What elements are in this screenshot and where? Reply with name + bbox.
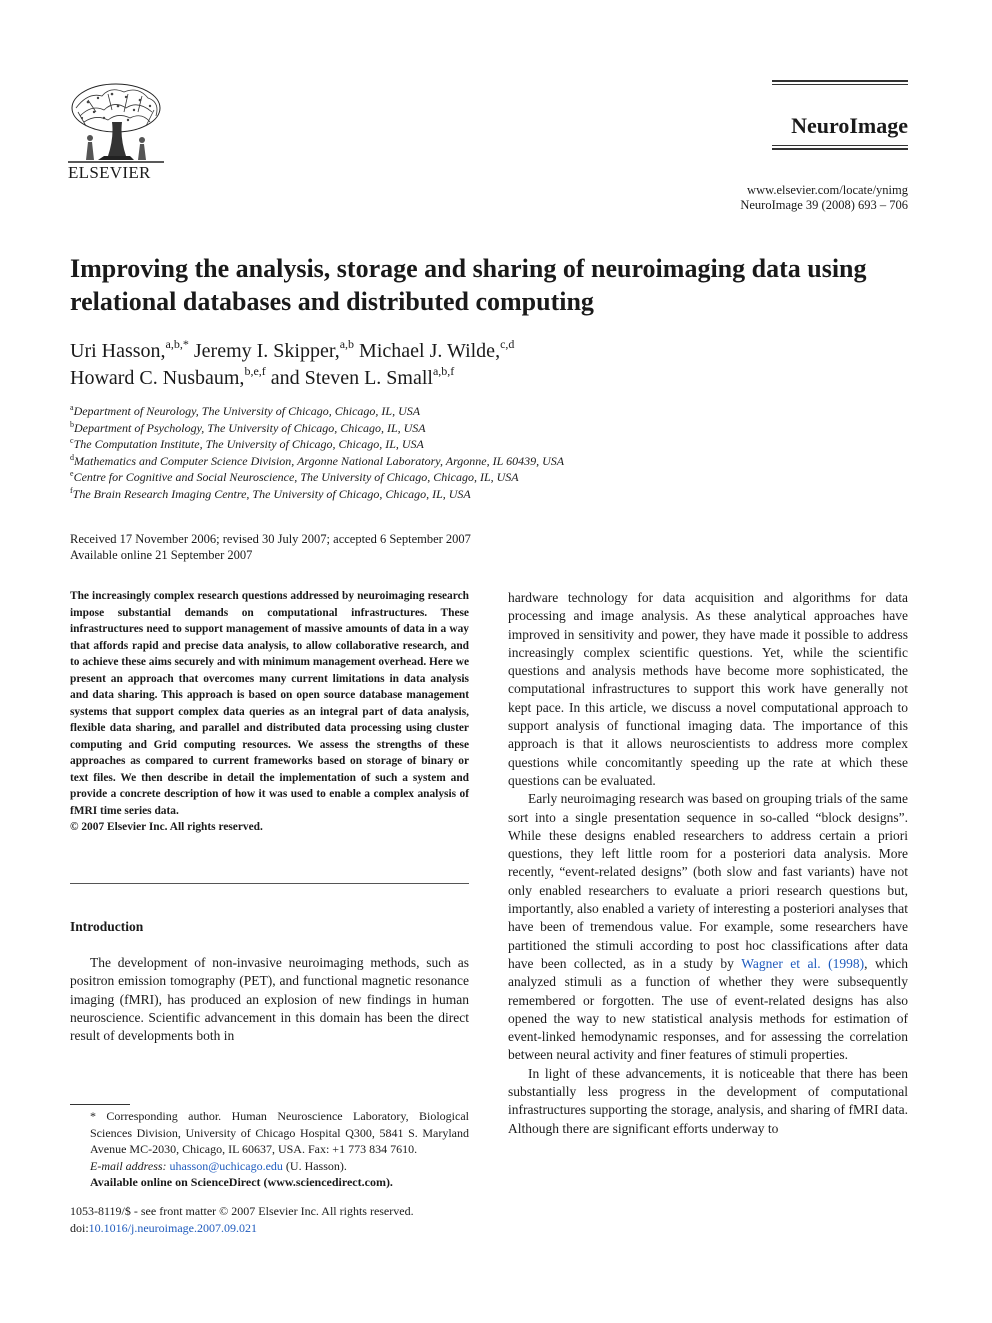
- affiliation-text: The Brain Research Imaging Centre, The University of Chicago, Chicago, IL, USA: [72, 486, 471, 501]
- affiliation-text: Department of Neurology, The University of Chicago, Chicago, IL, USA: [73, 404, 421, 418]
- header-rule-top-1: [772, 80, 908, 82]
- author-list: [70, 338, 930, 392]
- doi-label: doi:: [70, 1221, 89, 1235]
- available-online-date: Available online 21 September 2007: [70, 548, 253, 562]
- received-dates: Received 17 November 2006; revised 30 July 2007; accepted 6 September 2007: [70, 532, 471, 546]
- journal-reference: [640, 183, 908, 213]
- email-label: E-mail address:: [90, 1158, 167, 1173]
- abstract-divider: [70, 883, 469, 884]
- header-rule-bottom-2: [772, 148, 908, 150]
- doi-link[interactable]: 10.1016/j.neuroimage.2007.09.021: [88, 1221, 257, 1235]
- affiliation-text: Centre for Cognitive and Social Neuroscience, The University of Chicago, Chicago, IL, USA: [73, 470, 519, 484]
- author-line-1: [70, 338, 930, 365]
- affiliation-item: [70, 453, 770, 470]
- publisher-name: ELSEVIER: [68, 163, 151, 182]
- author-affil-marker: a,b: [339, 337, 355, 351]
- author-name: Michael J. Wilde,: [359, 340, 501, 362]
- affiliation-text: The Computation Institute, The University of Chicago, Chicago, IL, USA: [73, 437, 424, 451]
- affiliation-key: f: [70, 485, 73, 495]
- affiliation-item: [70, 420, 770, 437]
- affiliation-text: Mathematics and Computer Science Division, Argonne National Laboratory, Argonne, IL 60439, USA: [74, 453, 565, 468]
- journal-url[interactable]: www.elsevier.com/locate/ynimg: [747, 183, 908, 197]
- author-affil-marker: a,b,f: [432, 364, 455, 378]
- body-text: Early neuroimaging research was based on grouping trials of the same sort into a single presentation sequence in so-called “block designs”. While these designs enabled researchers to address certain a priori questions, they left little room for a posteriori data analysis. More recently, “event-related designs” (both slow and fast variants) have not only enabled researchers to evaluate a priori research questions but, importantly, also enabled a variety of interesting a posteriori analyses that have been of tremendous value. For example, some researchers have partitioned the stimuli according to post hoc classifications after data have been collected, as in a study by: [508, 791, 908, 971]
- email-owner: (U. Hasson).: [285, 1158, 347, 1173]
- body-text: , which analyzed stimuli as a function of whether they were subsequently remembered or forgotten. The use of event-related designs has also opened the way to new statistical analysis methods for estimation of event-linked hemodynamic responses, and for assessing the correlation between neural activity and finer features of stimuli properties.: [508, 955, 908, 1063]
- article-history: [70, 531, 670, 563]
- journal-title: NeuroImage: [791, 113, 908, 138]
- affiliation-key: d: [70, 452, 74, 462]
- body-paragraph: [508, 790, 908, 1064]
- right-column-body: [508, 589, 908, 1138]
- author-name: Uri Hasson,: [70, 340, 166, 362]
- author-line-2: [70, 365, 930, 392]
- affiliation-list: [70, 403, 770, 502]
- abstract-text: The increasingly complex research questions addressed by neuroimaging research impose substantial demands on computational infrastructures. These infrastructures need to support management of massive amounts of data in a way that affords rapid and precise data analysis, to allow collaborative research, and to achieve these aims securely and with minimum management overhead. Here we present an approach that overcomes many current limitations in data analysis and data sharing. This approach is based on open source database management systems that support complex data queries as an integral part of data analysis, flexible data sharing, and parallel and distributed data processing using cluster computing and Grid computing resources. We assess the strengths of these approaches as compared to current frameworks based on storage of binary or text files. We then describe in detail the implementation of such a system and provide a concrete description of how it was used to enable a complex analysis of fMRI time series data.: [70, 590, 469, 817]
- abstract: [70, 588, 469, 836]
- email-line: [70, 1158, 469, 1175]
- affiliation-key: e: [70, 469, 74, 478]
- sciencedirect-note: Available online on ScienceDirect (www.sciencedirect.com).: [90, 1175, 393, 1189]
- body-paragraph: hardware technology for data acquisition and algorithms for data processing and image analysis. As these analytical approaches have improved in sensitivity and power, they have made it possible to address increasingly complex scientific questions. Yet, while the scientific questions and analysis methods have become more sophisticated, the computational infrastructures to support this work have generally not kept pace. In this article, we discuss a novel computational approach to support analysis of functional imaging data. The importance of this approach is that it allows neuroscientists to address more complex questions while concomitantly speeding up the rate at which these questions can be evaluated.: [508, 590, 908, 788]
- email-link[interactable]: uhasson@uchicago.edu: [169, 1158, 283, 1173]
- affiliation-item: [70, 436, 770, 453]
- author-name: Howard C. Nusbaum,: [70, 367, 245, 389]
- footnote: [70, 1108, 469, 1191]
- citation-link[interactable]: Wagner et al. (1998): [741, 955, 865, 971]
- affiliation-item: [70, 469, 770, 486]
- author-affil-marker: c,d: [500, 337, 515, 351]
- doi-line: [70, 1220, 490, 1237]
- affiliation-item: [70, 486, 770, 503]
- affiliation-key: a: [70, 403, 74, 412]
- affiliation-text: Department of Psychology, The University of Chicago, Chicago, IL, USA: [74, 420, 426, 435]
- intro-paragraph: The development of non-invasive neuroimaging methods, such as positron emission tomography (PET), and functional magnetic resonance imaging (fMRI), has produced an explosion of new findings in human neuroscience. Scientific advancement in this domain has been the direct result of developments both in: [70, 955, 469, 1044]
- front-matter: [70, 1203, 490, 1237]
- header-rule-bottom-1: [772, 145, 908, 146]
- abstract-copyright: © 2007 Elsevier Inc. All rights reserved.: [70, 821, 263, 833]
- author-name: Jeremy I. Skipper,: [193, 340, 340, 362]
- header-rule-top-2: [772, 84, 908, 85]
- author-name: and Steven L. Small: [270, 367, 433, 389]
- corresponding-author-note: * Corresponding author. Human Neuroscience Laboratory, Biological Sciences Division, University of Chicago Hospital Q300, 5841 S. Maryland Avenue MC-2030, Chicago, IL 60637, USA. Fax: +1 773 834 7610.: [90, 1109, 469, 1156]
- affiliation-key: b: [70, 419, 74, 429]
- affiliation-key: c: [70, 436, 74, 445]
- author-affil-marker: a,b,*: [165, 337, 189, 351]
- journal-citation: NeuroImage 39 (2008) 693 – 706: [740, 198, 908, 212]
- issn-line: 1053-8119/$ - see front matter © 2007 Elsevier Inc. All rights reserved.: [70, 1204, 414, 1218]
- footnote-divider: [70, 1104, 130, 1105]
- section-heading-introduction: Introduction: [70, 919, 144, 934]
- author-affil-marker: b,e,f: [244, 364, 266, 378]
- affiliation-item: [70, 403, 770, 420]
- article-title: Improving the analysis, storage and sharing of neuroimaging data using relational databases and distributed computing: [70, 254, 867, 316]
- body-paragraph: In light of these advancements, it is noticeable that there has been substantially less progress in the development of computational infrastructures supporting the storage, analysis, and sharing of fMRI data. Although there are significant efforts underway to: [508, 1065, 908, 1136]
